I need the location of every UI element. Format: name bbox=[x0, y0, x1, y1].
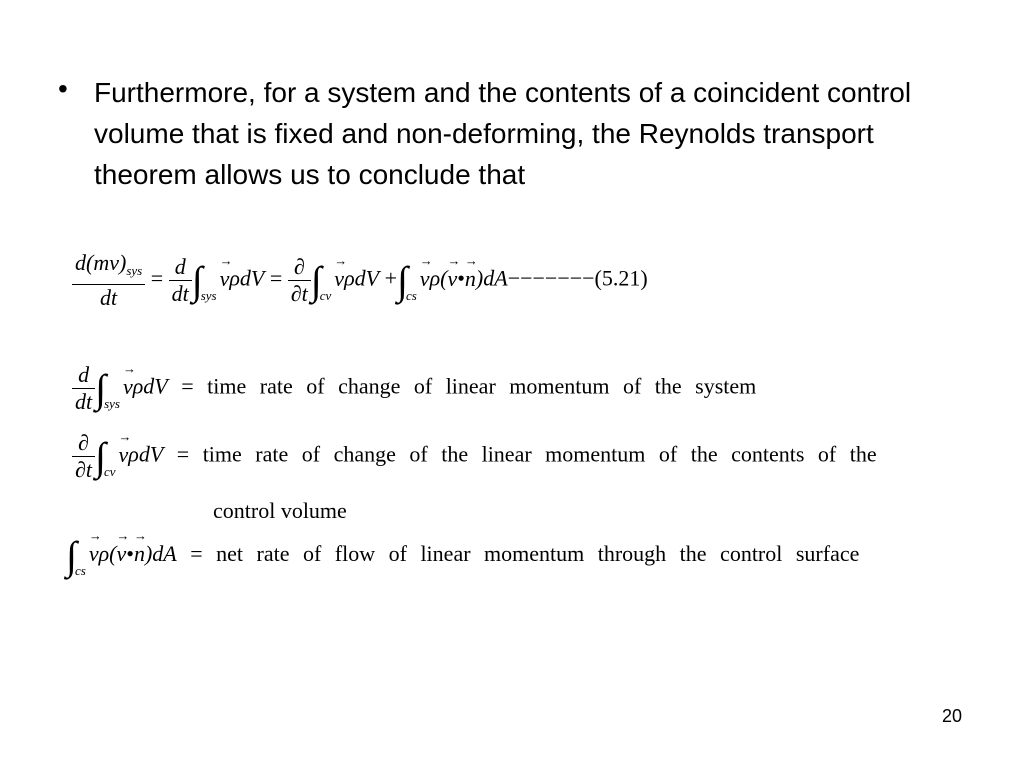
normal-vector: → n bbox=[134, 541, 145, 567]
definition-cv-momentum: $\frac{\partial}{\partial t}$ $\int_{cv}\to v\rho dV$ = time rate of change of the linear momentum of the contents of the bbox=[72, 430, 877, 483]
velocity-vector: → v bbox=[123, 374, 133, 400]
bullet-symbol: • bbox=[58, 73, 68, 104]
equation-5-21: $\frac{d(mv)_{sys}}{dt}$ = $\frac{d}{dt}$ $\int_{sys}\to v\rho dV$ = $\frac{\partial}{\partial t}$ $\int_{cv}\to v\rho dV +\int_{cs}\to v\rho(\to$ v•→ n)dA−−−−−−−(5.21) bbox=[72, 250, 648, 311]
definition-system-momentum: $\frac{d}{dt}$ $\int_{sys}\to v\rho dV$ = time rate of change of linear momentum of the system bbox=[72, 362, 756, 415]
integral-sign: ∫ bbox=[191, 257, 203, 303]
velocity-vector: → v bbox=[420, 266, 430, 292]
velocity-vector: → v bbox=[116, 541, 126, 567]
def2-text-continued: control volume bbox=[213, 498, 347, 523]
definition-momentum-flow: $\int_{cs}\to v\rho(\to$ v•→ n)dA = net rate of flow of linear momentum through the control surface bbox=[66, 536, 859, 579]
velocity-vector: → v bbox=[334, 266, 344, 292]
page-number: 20 bbox=[941, 706, 962, 726]
integral-sign: ∫ bbox=[396, 257, 408, 303]
integral-sign: ∫ bbox=[94, 433, 106, 479]
velocity-vector: → v bbox=[89, 541, 99, 567]
lhs-fraction: $\frac{d(mv)_{sys}}{dt}$ bbox=[72, 250, 145, 311]
term2-fraction: $\frac{\partial}{\partial t}$ bbox=[288, 254, 311, 307]
term1-fraction: $\frac{d}{dt}$ bbox=[169, 254, 192, 307]
integral-sign: ∫ bbox=[310, 257, 322, 303]
integral-sign: ∫ bbox=[95, 365, 107, 411]
bullet-text: Furthermore, for a system and the contents of a coincident control volume that is fixed and non-deforming, the Reynolds transport theorem allows us to conclude that bbox=[94, 77, 912, 190]
integral-sign: ∫ bbox=[66, 533, 77, 578]
dashes: −−−−−−− bbox=[507, 265, 595, 291]
def2-text: time rate of change of the linear momentum of the contents of the bbox=[202, 441, 877, 467]
def2-fraction: $\frac{\partial}{\partial t}$ bbox=[72, 430, 95, 483]
def1-fraction: $\frac{d}{dt}$ bbox=[72, 362, 95, 415]
velocity-vector: → v bbox=[119, 442, 129, 468]
normal-vector: → n bbox=[465, 266, 476, 292]
def1-text: time rate of change of linear momentum of the system bbox=[207, 373, 757, 399]
def3-text: net rate of flow of linear momentum through the control surface bbox=[216, 541, 860, 567]
velocity-vector: → v bbox=[220, 266, 230, 292]
equation-label: (5.21) bbox=[594, 265, 648, 291]
velocity-vector: → v bbox=[447, 266, 457, 292]
